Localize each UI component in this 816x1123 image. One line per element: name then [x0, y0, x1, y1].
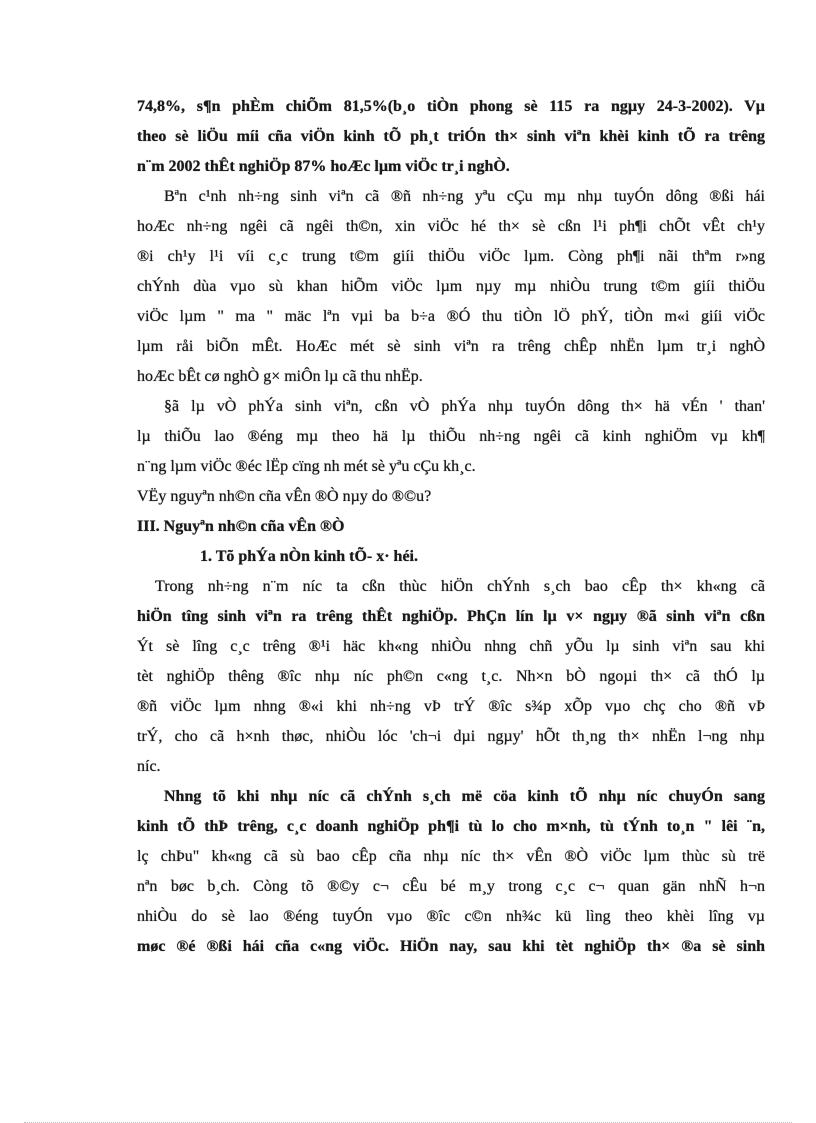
- text-line: Ýt sè lîng c¸c trêng ®¹i häc kh«ng nhiÒu nhng chñ yÕu lµ sinh viªn sau khi: [137, 638, 765, 655]
- text-line: lµ thiÕu lao ®éng mµ theo hä lµ thiÕu nh÷ng ngêi cã kinh nghiÖm vµ kh¶: [137, 428, 765, 445]
- text-line: 74,8%, s¶n phÈm chiÕm 81,5%(b¸o tiÒn phong sè 115 ra ngµy 24-3-2002). Vµ: [137, 98, 765, 115]
- text-line: viÖc lµm " ma " mäc lªn vµi ba b÷a ®Ó thu tiÒn lÖ phÝ, tiÒn m«i giíi viÖc: [137, 308, 765, 325]
- text-line: kinh tÕ thÞ trêng, c¸c doanh nghiÖp ph¶i tù lo cho m×nh, tù tÝnh to¸n " lêi ¨n,: [137, 818, 765, 835]
- text-line: lç chÞu" kh«ng cã sù bao cÊp cña nhµ níc th× vÊn ®Ò viÖc lµm thùc sù trë: [137, 848, 765, 865]
- text-line: ®ñ viÖc lµm nhng ®«i khi nh÷ng vÞ trÝ ®îc s¾p xÕp vµo chç cho ®ñ vÞ: [137, 698, 765, 715]
- text-line: n¨ng lµm viÖc ®éc lËp cïng nh mét sè yªu cÇu kh¸c.: [137, 458, 476, 475]
- paragraph-start-line: Nhng tõ khi nhµ níc cã chÝnh s¸ch më cöa kinh tÕ nhµ níc chuyÓn sang: [164, 788, 765, 805]
- text-line: ®i ch¹y l¹i víi c¸c trung t©m giíi thiÖu viÖc lµm. Còng ph¶i nãi thªm r»ng: [137, 248, 765, 265]
- text-line: n¨m 2002 thÊt nghiÖp 87% hoÆc lµm viÖc tr¸i nghÒ.: [137, 158, 510, 175]
- text-line: hoÆc nh÷ng ngêi cã ngêi th©n, xin viÖc hé th× sè cßn l¹i ph¶i chÕt vÊt ch¹y: [137, 218, 765, 235]
- document-page: [137, 92, 765, 962]
- question-line: VËy nguyªn nh©n cña vÊn ®Ò nµy do ®©u?: [137, 488, 432, 505]
- text-line: tèt nghiÖp thêng ®îc nhµ níc ph©n c«ng t¸c. Nh×n bÒ ngoµi th× cã thÓ lµ: [137, 668, 765, 685]
- section-heading: III. Nguyªn nh©n cña vÊn ®Ò: [137, 518, 345, 535]
- text-line: chÝnh dùa vµo sù khan hiÕm viÖc lµm nµy mµ nhiÒu trung t©m giíi thiÖu: [137, 278, 765, 295]
- text-line: hoÆc bÊt cø nghÒ g× miÔn lµ cã thu nhËp.: [137, 368, 423, 385]
- paragraph-start-line: Trong nh÷ng n¨m níc ta cßn thùc hiÖn chÝnh s¸ch bao cÊp th× kh«ng cã: [155, 578, 765, 595]
- text-line: nªn bøc b¸ch. Còng tõ ®©y c¬ cÊu bé m¸y trong c¸c c¬ quan gän nhÑ h¬n: [137, 878, 765, 895]
- paragraph-start-line: §ã lµ vÒ phÝa sinh viªn, cßn vÒ phÝa nhµ tuyÓn dông th× hä vÉn ' than': [164, 398, 765, 415]
- paragraph-start-line: Bªn c¹nh nh÷ng sinh viªn cã ®ñ nh÷ng yªu cÇu mµ nhµ tuyÓn dông ®ßi hái: [164, 188, 765, 205]
- text-line: møc ®é ®ßi hái cña c«ng viÖc. HiÖn nay, sau khi tèt nghiÖp th× ®a sè sinh: [137, 938, 765, 955]
- text-line: hiÖn tîng sinh viªn ra trêng thÊt nghiÖp. PhÇn lín lµ v× ngµy ®ã sinh viªn cßn: [137, 608, 765, 625]
- text-line: trÝ, cho cã h×nh thøc, nhiÒu lóc 'ch¬i dµi ngµy' hÕt th¸ng th× nhËn l¬ng nhµ: [137, 728, 765, 745]
- subsection-heading: 1. Tõ phÝa nÒn kinh tÕ- x· héi.: [200, 548, 418, 565]
- text-line: níc.: [137, 758, 161, 775]
- text-line: nhiÒu do sè lao ®éng tuyÓn vµo ®îc c©n nh¾c kü lìng theo khèi lîng vµ: [137, 908, 765, 925]
- text-line: lµm råi biÕn mÊt. HoÆc mét sè sinh viªn ra trêng chÊp nhËn lµm tr¸i nghÒ: [137, 338, 765, 355]
- text-line: theo sè liÖu míi cña viÖn kinh tÕ ph¸t triÓn th× sinh viªn khèi kinh tÕ ra trêng: [137, 128, 765, 145]
